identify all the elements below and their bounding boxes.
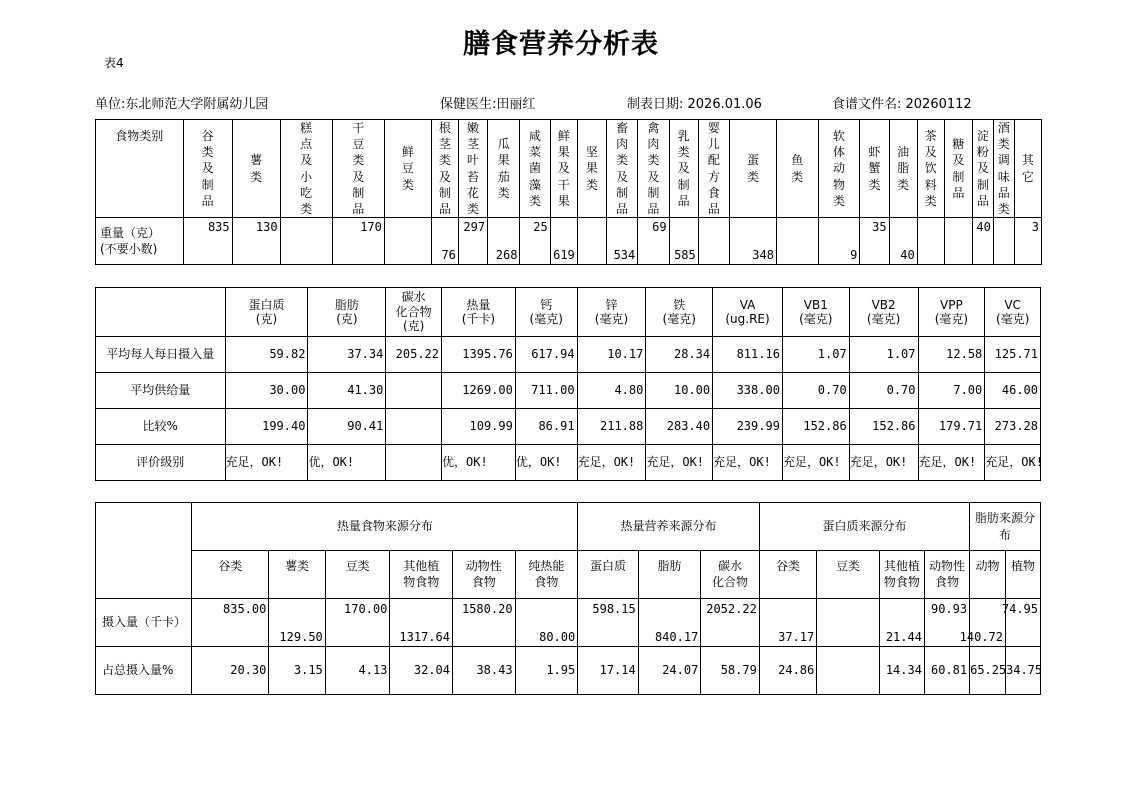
category-header bbox=[860, 120, 889, 218]
weight-value-bottom: 268 bbox=[495, 247, 518, 262]
nutrient-value: 152.86 bbox=[782, 409, 849, 445]
weight-cell bbox=[332, 218, 384, 265]
category-label: 瓜果茄类 bbox=[497, 137, 510, 200]
nutrient-value: 优，OK! bbox=[515, 445, 577, 481]
intake-cell bbox=[759, 599, 816, 647]
category-header bbox=[520, 120, 550, 218]
nutrient-value: 1269.00 bbox=[442, 373, 516, 409]
nutrient-value bbox=[386, 373, 442, 409]
weight-cell bbox=[280, 218, 332, 265]
nutrient-value: 1.07 bbox=[782, 337, 849, 373]
nutrient-value: 充足，OK! bbox=[849, 445, 918, 481]
nutrient-value: 152.86 bbox=[849, 409, 918, 445]
unit-label: 单位:东北师范大学附属幼儿园 bbox=[95, 97, 269, 112]
nutrient-value: 4.80 bbox=[577, 373, 646, 409]
nutrient-value: 338.00 bbox=[713, 373, 783, 409]
category-label: 乳类及制品 bbox=[677, 129, 690, 208]
weight-value-bottom: 40 bbox=[900, 247, 915, 262]
weight-cell bbox=[860, 218, 889, 265]
category-header bbox=[431, 120, 458, 218]
category-label: 其它 bbox=[1021, 153, 1034, 184]
table-row bbox=[96, 409, 1041, 445]
recipe-label: 食谱文件名: 20260112 bbox=[832, 97, 972, 112]
category-header bbox=[1014, 120, 1041, 218]
row-label: 比较% bbox=[96, 409, 226, 445]
nutrient-value: 199.40 bbox=[225, 409, 308, 445]
weight-value-top: 297 bbox=[463, 220, 486, 235]
intake-value-bottom: 140.72 bbox=[959, 629, 1003, 644]
table-number: 表4 bbox=[104, 56, 124, 70]
nutrient-value: 41.30 bbox=[308, 373, 386, 409]
nutrient-value: 1395.76 bbox=[442, 337, 516, 373]
category-header bbox=[606, 120, 637, 218]
intake-cell bbox=[578, 599, 639, 647]
source-subheader: 其他植 物食物 bbox=[390, 551, 453, 599]
nutrient-value bbox=[386, 409, 442, 445]
percent-value: 58.79 bbox=[701, 647, 760, 695]
nutrient-header: VA (ug.RE) bbox=[713, 288, 783, 337]
category-label: 谷类及制品 bbox=[201, 129, 214, 208]
food-category-table bbox=[95, 119, 1042, 265]
category-header bbox=[458, 120, 487, 218]
category-header bbox=[698, 120, 729, 218]
weight-cell bbox=[488, 218, 520, 265]
nutrient-header: VB2 (毫克) bbox=[849, 288, 918, 337]
nutrient-value: 12.58 bbox=[918, 337, 985, 373]
percent-value: 34.75 bbox=[1006, 647, 1041, 695]
category-header bbox=[818, 120, 860, 218]
row-label: 平均供给量 bbox=[96, 373, 226, 409]
category-label: 鱼类 bbox=[791, 153, 804, 184]
intake-cell bbox=[701, 599, 760, 647]
intake-cell bbox=[325, 599, 390, 647]
weight-value-bottom: 585 bbox=[674, 247, 696, 262]
percent-value: 32.04 bbox=[390, 647, 453, 695]
nutrient-value: 617.94 bbox=[515, 337, 577, 373]
weight-value-bottom: 534 bbox=[613, 247, 636, 262]
weight-cell bbox=[384, 218, 431, 265]
nutrient-value: 205.22 bbox=[386, 337, 442, 373]
nutrient-value: 0.70 bbox=[849, 373, 918, 409]
source-subheader: 豆类 bbox=[817, 551, 880, 599]
category-header bbox=[638, 120, 669, 218]
intake-cell bbox=[638, 599, 701, 647]
weight-value-top: 35 bbox=[872, 220, 887, 235]
category-header bbox=[280, 120, 332, 218]
source-subheader: 纯热能 食物 bbox=[515, 551, 578, 599]
nutrient-value: 充足，OK! bbox=[985, 445, 1041, 481]
category-label: 酒类调味品类 bbox=[997, 121, 1010, 216]
nutrient-header: 钙 (毫克) bbox=[515, 288, 577, 337]
page-title: 膳食营养分析表 bbox=[463, 29, 659, 60]
category-header bbox=[669, 120, 698, 218]
percent-value: 14.34 bbox=[879, 647, 924, 695]
category-label: 茶及饮料类 bbox=[924, 129, 937, 208]
percent-value: 38.43 bbox=[452, 647, 515, 695]
nutrient-value: 充足，OK! bbox=[225, 445, 308, 481]
nutrient-value: 46.00 bbox=[985, 373, 1041, 409]
nutrient-header: 蛋白质 (克) bbox=[225, 288, 308, 337]
percent-label: 占总摄入量% bbox=[96, 647, 192, 695]
row-label: 评价级别 bbox=[96, 445, 226, 481]
nutrient-value: 283.40 bbox=[646, 409, 713, 445]
intake-value-top: 835.00 bbox=[223, 602, 267, 616]
weight-value-top: 170 bbox=[360, 220, 382, 235]
nutrient-value: 充足，OK! bbox=[713, 445, 783, 481]
source-subheader: 豆类 bbox=[325, 551, 390, 599]
percent-value: 65.25 bbox=[970, 647, 1006, 695]
source-group-header: 脂肪来源分布 bbox=[970, 503, 1041, 551]
intake-cell bbox=[452, 599, 515, 647]
nutrient-value: 59.82 bbox=[225, 337, 308, 373]
category-header bbox=[232, 120, 280, 218]
nutrient-value: 211.88 bbox=[577, 409, 646, 445]
weight-cell bbox=[944, 218, 972, 265]
nutrient-value: 109.99 bbox=[442, 409, 516, 445]
category-header bbox=[488, 120, 520, 218]
nutrient-value: 239.99 bbox=[713, 409, 783, 445]
intake-value-top: 2052.22 bbox=[706, 602, 757, 616]
category-header bbox=[730, 120, 777, 218]
intake-value-top: 170.00 bbox=[344, 602, 388, 616]
category-label: 鲜豆类 bbox=[401, 145, 414, 192]
percent-value: 24.07 bbox=[638, 647, 701, 695]
intake-cell bbox=[817, 599, 880, 647]
weight-value-top: 40 bbox=[976, 220, 991, 235]
intake-value-bottom: 1317.64 bbox=[399, 629, 450, 644]
weight-cell bbox=[776, 218, 818, 265]
nutrient-table bbox=[95, 287, 1041, 481]
source-corner-cell bbox=[96, 503, 192, 599]
category-label: 坚果类 bbox=[585, 145, 598, 192]
category-header bbox=[384, 120, 431, 218]
percent-value: 1.95 bbox=[515, 647, 578, 695]
source-group-header: 热量营养来源分布 bbox=[578, 503, 760, 551]
category-header bbox=[944, 120, 972, 218]
weight-value-top: 835 bbox=[207, 220, 230, 235]
weight-cell bbox=[1014, 218, 1041, 265]
source-subheader: 脂肪 bbox=[638, 551, 701, 599]
nutrient-value: 273.28 bbox=[985, 409, 1041, 445]
weight-cell bbox=[232, 218, 280, 265]
table-row bbox=[96, 337, 1041, 373]
weight-cell bbox=[431, 218, 458, 265]
weight-cell bbox=[698, 218, 729, 265]
weight-value-top: 25 bbox=[533, 220, 548, 235]
intake-cell bbox=[879, 599, 924, 647]
nutrient-value: 10.00 bbox=[646, 373, 713, 409]
source-subheader: 谷类 bbox=[759, 551, 816, 599]
intake-label: 摄入量（千卡） bbox=[96, 599, 192, 647]
source-subheader: 蛋白质 bbox=[578, 551, 639, 599]
category-label: 蛋类 bbox=[746, 153, 759, 184]
source-subheader: 植物 bbox=[1006, 551, 1041, 599]
category-label: 油脂类 bbox=[897, 145, 910, 192]
intake-value-bottom: 129.50 bbox=[279, 629, 323, 644]
category-header bbox=[993, 120, 1014, 218]
nutrient-value: 充足，OK! bbox=[646, 445, 713, 481]
percent-value: 60.81 bbox=[924, 647, 969, 695]
category-label: 咸菜菌藻类 bbox=[529, 129, 542, 208]
weight-value-bottom: 348 bbox=[752, 247, 774, 262]
weight-cell bbox=[606, 218, 637, 265]
category-header bbox=[917, 120, 944, 218]
weight-cell bbox=[577, 218, 606, 265]
nutrient-value: 0.70 bbox=[782, 373, 849, 409]
nutrient-value: 充足，OK! bbox=[918, 445, 985, 481]
category-header bbox=[973, 120, 994, 218]
category-header bbox=[577, 120, 606, 218]
percent-value: 4.13 bbox=[325, 647, 390, 695]
intake-value-bottom: 840.17 bbox=[654, 629, 699, 644]
nutrient-value: 125.71 bbox=[985, 337, 1041, 373]
nutrient-header: 热量 (千卡) bbox=[442, 288, 516, 337]
category-label: 鲜果及干果 bbox=[557, 129, 570, 208]
weight-cell bbox=[889, 218, 917, 265]
percent-value: 3.15 bbox=[269, 647, 325, 695]
intake-cell bbox=[390, 599, 453, 647]
nutrient-header: VB1 (毫克) bbox=[782, 288, 849, 337]
doctor-label: 保健医生:田丽红 bbox=[440, 97, 536, 112]
weight-cell bbox=[993, 218, 1014, 265]
source-subheader: 薯类 bbox=[269, 551, 325, 599]
category-label: 糕点及小吃类 bbox=[300, 121, 313, 216]
weight-cell bbox=[818, 218, 860, 265]
percent-value: 17.14 bbox=[578, 647, 639, 695]
weight-cell bbox=[730, 218, 777, 265]
nutrient-header: VC (毫克) bbox=[985, 288, 1041, 337]
category-label: 软体动物类 bbox=[833, 129, 846, 208]
percent-value: 20.30 bbox=[192, 647, 269, 695]
nutrient-header: 脂肪 (克) bbox=[308, 288, 386, 337]
weight-cell bbox=[458, 218, 487, 265]
category-label: 干豆类及制品 bbox=[352, 121, 365, 216]
weight-value-top: 130 bbox=[255, 220, 278, 235]
nutrient-corner-cell bbox=[96, 288, 226, 337]
source-subheader: 碳水 化合物 bbox=[701, 551, 760, 599]
intake-value-bottom: 21.44 bbox=[885, 629, 922, 644]
source-distribution-table bbox=[95, 502, 1041, 695]
food-category-header: 食物类别 bbox=[96, 120, 184, 218]
nutrient-value: 86.91 bbox=[515, 409, 577, 445]
nutrient-header: 锌 (毫克) bbox=[577, 288, 646, 337]
source-subheader: 动物 bbox=[970, 551, 1006, 599]
category-header bbox=[776, 120, 818, 218]
category-label: 薯类 bbox=[250, 153, 263, 184]
category-label: 虾蟹类 bbox=[868, 145, 881, 192]
category-header bbox=[889, 120, 917, 218]
weight-cell bbox=[183, 218, 232, 265]
source-subheader: 谷类 bbox=[192, 551, 269, 599]
nutrient-value: 28.34 bbox=[646, 337, 713, 373]
nutrient-value: 811.16 bbox=[713, 337, 783, 373]
nutrient-value: 充足，OK! bbox=[577, 445, 646, 481]
nutrient-header: VPP (毫克) bbox=[918, 288, 985, 337]
intake-cell bbox=[192, 599, 269, 647]
weight-cell bbox=[973, 218, 994, 265]
nutrient-value: 1.07 bbox=[849, 337, 918, 373]
weight-cell bbox=[550, 218, 577, 265]
weight-cell bbox=[638, 218, 669, 265]
intake-value-bottom: 80.00 bbox=[539, 629, 576, 644]
nutrient-value: 179.71 bbox=[918, 409, 985, 445]
nutrient-value: 37.34 bbox=[308, 337, 386, 373]
intake-cell bbox=[515, 599, 578, 647]
weight-cell bbox=[669, 218, 698, 265]
intake-cell bbox=[1001, 599, 1041, 647]
weight-cell bbox=[520, 218, 550, 265]
source-group-header: 热量食物来源分布 bbox=[192, 503, 578, 551]
weight-value-bottom: 76 bbox=[441, 247, 456, 262]
weight-value-bottom: 619 bbox=[553, 247, 575, 262]
nutrient-header: 碳水 化合物 (克) bbox=[386, 288, 442, 337]
source-subheader: 动物性 食物 bbox=[924, 551, 969, 599]
nutrient-value: 充足，OK! bbox=[782, 445, 849, 481]
source-group-header: 蛋白质来源分布 bbox=[759, 503, 969, 551]
intake-cell bbox=[959, 599, 1006, 647]
source-subheader: 其他植 物食物 bbox=[879, 551, 924, 599]
table-row bbox=[96, 445, 1041, 481]
nutrient-value: 30.00 bbox=[225, 373, 308, 409]
row-label: 平均每人每日摄入量 bbox=[96, 337, 226, 373]
category-header bbox=[183, 120, 232, 218]
category-label: 根茎类及制品 bbox=[438, 121, 451, 216]
intake-value-bottom: 37.17 bbox=[778, 629, 815, 644]
category-header bbox=[550, 120, 577, 218]
weight-cell bbox=[917, 218, 944, 265]
weight-value-top: 69 bbox=[652, 220, 667, 235]
weight-label: 重量（克） (不要小数) bbox=[96, 218, 184, 265]
nutrient-value: 优，OK! bbox=[308, 445, 386, 481]
weight-value-bottom: 9 bbox=[850, 247, 858, 262]
category-label: 婴儿配方食品 bbox=[707, 121, 720, 216]
category-label: 淀粉及制品 bbox=[976, 129, 989, 208]
percent-value bbox=[817, 647, 880, 695]
category-label: 禽肉类及制品 bbox=[647, 121, 660, 216]
date-label: 制表日期: 2026.01.06 bbox=[627, 97, 762, 112]
category-label: 嫩茎叶苔花类 bbox=[466, 121, 479, 216]
category-header bbox=[332, 120, 384, 218]
nutrient-value: 90.41 bbox=[308, 409, 386, 445]
intake-value-top: 1580.20 bbox=[461, 602, 513, 616]
nutrient-value: 优，OK! bbox=[442, 445, 516, 481]
intake-value-top: 598.15 bbox=[592, 602, 636, 616]
category-label: 畜肉类及制品 bbox=[616, 121, 629, 216]
nutrient-header: 铁 (毫克) bbox=[646, 288, 713, 337]
intake-value-top: 74.95 bbox=[1001, 602, 1038, 616]
nutrient-value: 10.17 bbox=[577, 337, 646, 373]
category-label: 糖及制品 bbox=[952, 137, 965, 200]
table-row bbox=[96, 373, 1041, 409]
nutrient-value: 7.00 bbox=[918, 373, 985, 409]
nutrient-value: 711.00 bbox=[515, 373, 577, 409]
source-subheader: 动物性 食物 bbox=[452, 551, 515, 599]
intake-value-top: 90.93 bbox=[930, 602, 968, 616]
nutrient-value bbox=[386, 445, 442, 481]
intake-cell bbox=[269, 599, 325, 647]
percent-value: 24.86 bbox=[759, 647, 816, 695]
weight-value-top: 3 bbox=[1031, 220, 1039, 235]
